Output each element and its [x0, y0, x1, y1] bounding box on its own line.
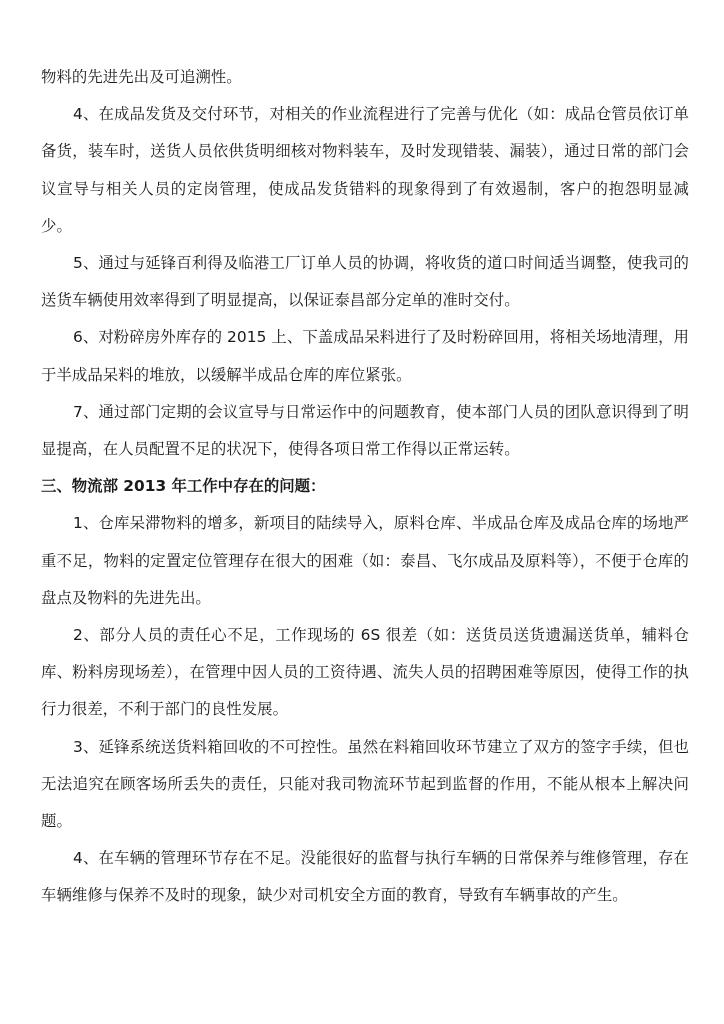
paragraph-continuation: 物料的先进先出及可追溯性。 — [41, 68, 242, 86]
problem-item-4: 4、在车辆的管理环节存在不足。没能很好的监督与执行车辆的日常保养与维修管理，存在车辆维修与保养不及时的现象，缺少对司机安全方面的教育，导致有车辆事故的产生。 — [41, 849, 689, 905]
paragraph-item-6: 6、对粉碎房外库存的 2015 上、下盖成品呆料进行了及时粉碎回用，将相关场地清理，用于半成品呆料的堆放，以缓解半成品仓库的库位紧张。 — [41, 328, 689, 384]
document-page — [41, 59, 689, 915]
paragraph-item-5: 5、通过与延锋百利得及临港工厂订单人员的协调，将收货的道口时间适当调整，使我司的送货车辆使用效率得到了明显提高，以保证泰昌部分定单的准时交付。 — [41, 254, 689, 310]
problem-item-2: 2、部分人员的责任心不足，工作现场的 6S 很差（如：送货员送货遗漏送货单，辅料仓库、粉料房现场差），在管理中因人员的工资待遇、流失人员的招聘困难等原因，使得工作的执行力很差，不利于部门的良性发展。 — [41, 626, 689, 719]
problem-item-1: 1、仓库呆滞物料的增多，新项目的陆续导入，原料仓库、半成品仓库及成品仓库的场地严重不足，物料的定置定位管理存在很大的困难（如：泰昌、飞尔成品及原料等），不便于仓库的盘点及物料的先进先出。 — [41, 514, 689, 607]
problem-item-3: 3、延锋系统送货料箱回收的不可控性。虽然在料箱回收环节建立了双方的签字手续，但也无法追究在顾客场所丢失的责任，只能对我司物流环节起到监督的作用，不能从根本上解决问题。 — [41, 737, 689, 831]
section-heading: 三、物流部 2013 年工作中存在的问题： — [41, 477, 326, 496]
paragraph-item-7: 7、通过部门定期的会议宣导与日常运作中的问题教育，使本部门人员的团队意识得到了明显提高，在人员配置不足的状况下，使得各项日常工作得以正常运转。 — [41, 402, 689, 459]
paragraph-item-4: 4、在成品发货及交付环节，对相关的作业流程进行了完善与优化（如：成品仓管员依订单备货，装车时，送货人员依供货明细核对物料装车，及时发现错装、漏装），通过日常的部门会议宣导与相关人员的定岗管理，使成品发货错料的现象得到了有效遏制，客户的抱怨明显减少。 — [41, 105, 689, 235]
